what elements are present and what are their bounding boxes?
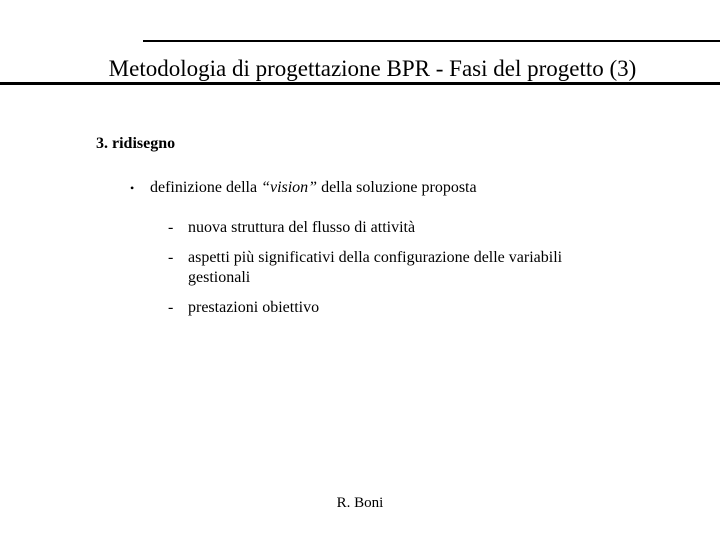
- dash-marker: -: [168, 299, 174, 316]
- title-rule-top: [143, 40, 720, 42]
- dash-marker: -: [168, 219, 174, 236]
- sub-item-text: nuova struttura del flusso di attività: [188, 219, 416, 236]
- bullet-text-before: definizione della: [150, 179, 262, 196]
- slide-title: Metodologia di progettazione BPR - Fasi del progetto (3): [108, 56, 637, 81]
- bullet-item: [130, 178, 477, 198]
- sub-item-list: [168, 218, 628, 328]
- bullet-text-italic: “vision”: [261, 179, 318, 196]
- sub-item-flow-structure: [168, 218, 628, 238]
- title-rule-bottom: [0, 82, 720, 85]
- sub-item-text: prestazioni obiettivo: [188, 299, 320, 316]
- sub-item-configuration: [168, 248, 628, 288]
- sub-item-text: aspetti più significativi della configurazione delle variabili gestionali: [188, 249, 563, 286]
- bullet-marker: •: [130, 181, 135, 195]
- dash-marker: -: [168, 249, 174, 266]
- footer-author: R. Boni: [336, 495, 384, 511]
- bullet-text-after: della soluzione proposta: [317, 179, 477, 196]
- section-heading: 3. ridisegno: [96, 135, 176, 152]
- sub-item-performance: [168, 298, 628, 318]
